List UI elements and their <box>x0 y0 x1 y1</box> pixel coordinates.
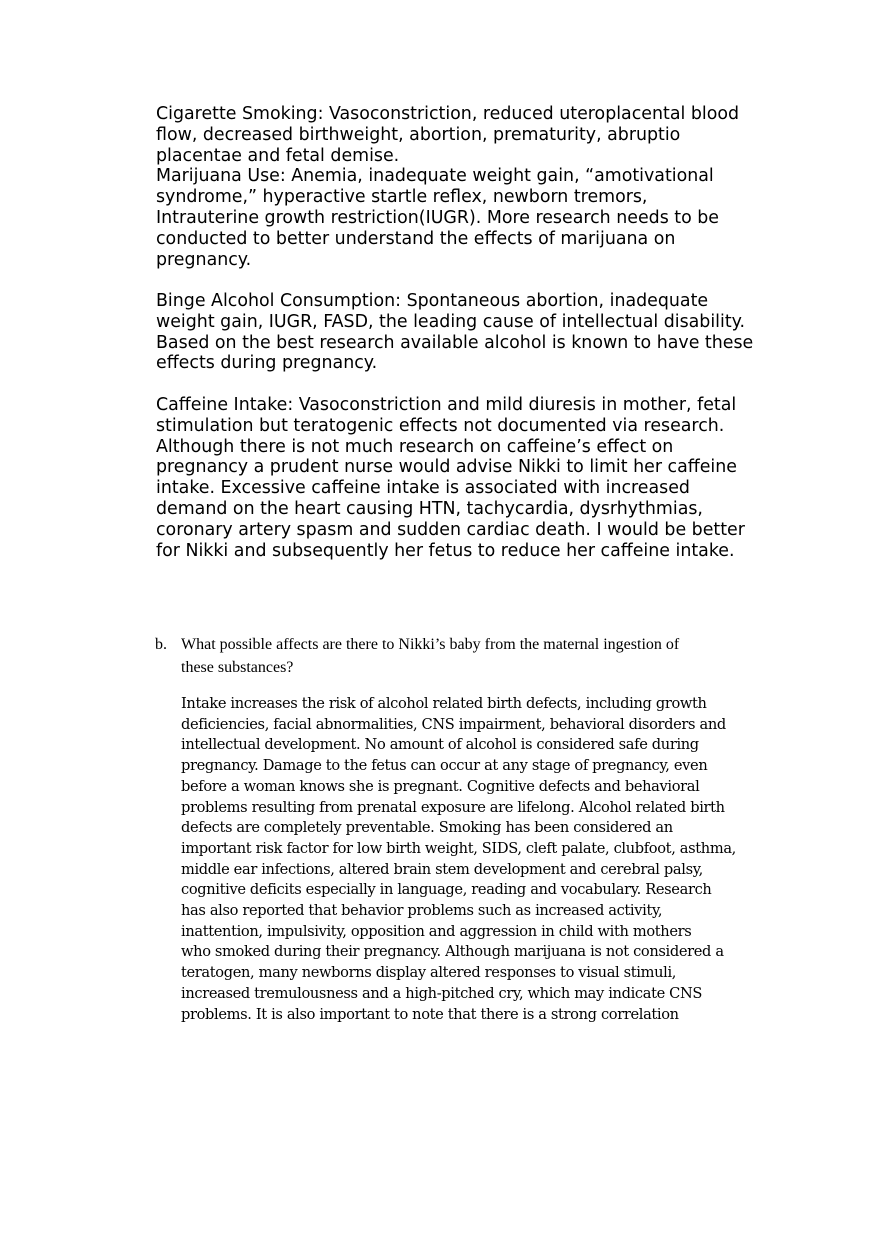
answer-line: pregnancy. Damage to the fetus can occur at any stage of pregnancy, even <box>181 757 708 775</box>
text-line: Marijuana Use: Anemia, inadequate weight gain, “amotivational <box>156 166 714 187</box>
answer-line: important risk factor for low birth weight, SIDS, cleft palate, clubfoot, asthma, <box>181 839 736 857</box>
text-line: Cigarette Smoking: Vasoconstriction, reduced uteroplacental blood <box>156 104 740 124</box>
answer-line: deficiencies, facial abnormalities, CNS impairment, behavioral disorders and <box>181 715 726 733</box>
text-line: conducted to better understand the effects of marijuana on <box>156 228 676 249</box>
answer-line: middle ear infections, altered brain stem development and cerebral palsy, <box>181 860 703 878</box>
text-line: flow, decreased birthweight, abortion, prematurity, abruptio <box>156 124 681 145</box>
text-line: intake. Excessive caffeine intake is associated with increased <box>156 478 690 499</box>
text-line: Binge Alcohol Consumption: Spontaneous abortion, inadequate <box>156 291 709 311</box>
smoking-marijuana-paragraph <box>156 104 756 270</box>
text-line: Although there is not much research on caffeine’s effect on <box>156 436 674 457</box>
question-line: these substances? <box>181 659 294 676</box>
answer-line: has also reported that behavior problems such as increased activity, <box>181 902 663 920</box>
answer-line: cognitive deficits especially in language, reading and vocabulary. Research <box>181 881 712 899</box>
text-line: pregnancy a prudent nurse would advise Nikki to limit her caffeine <box>156 457 737 478</box>
answer-line: inattention, impulsivity, opposition and aggression in child with mothers <box>181 922 692 940</box>
answer-line: before a woman knows she is pregnant. Cognitive defects and behavioral <box>181 777 700 795</box>
text-line: coronary artery spasm and sudden cardiac death. I would be better <box>156 519 745 540</box>
answer-line: increased tremulousness and a high-pitched cry, which may indicate CNS <box>181 984 703 1002</box>
alcohol-paragraph <box>156 291 756 374</box>
answer-line: who smoked during their pregnancy. Although marijuana is not considered a <box>181 943 724 961</box>
question-line: What possible affects are there to Nikki’s baby from the maternal ingestion of <box>181 636 680 653</box>
answer-line: Intake increases the risk of alcohol related birth defects, including growth <box>181 695 707 712</box>
text-line: Caffeine Intake: Vasoconstriction and mild diuresis in mother, fetal <box>156 395 737 415</box>
text-line: effects during pregnancy. <box>156 353 378 374</box>
question-b <box>155 633 755 679</box>
answer-paragraph <box>181 694 753 1025</box>
answer-line: problems resulting from prenatal exposure are lifelong. Alcohol related birth <box>181 798 725 816</box>
text-line: pregnancy. <box>156 249 252 270</box>
question-text <box>181 633 755 679</box>
text-line: Intrauterine growth restriction(IUGR). More research needs to be <box>156 207 720 228</box>
text-line: for Nikki and subsequently her fetus to reduce her caffeine intake. <box>156 540 735 561</box>
text-line: weight gain, IUGR, FASD, the leading cause of intellectual disability. <box>156 311 745 332</box>
answer-line: intellectual development. No amount of alcohol is considered safe during <box>181 736 699 754</box>
text-line: stimulation but teratogenic effects not documented via research. <box>156 415 725 436</box>
text-line: syndrome,” hyperactive startle reflex, newborn tremors, <box>156 187 648 208</box>
text-line: demand on the heart causing HTN, tachycardia, dysrhythmias, <box>156 498 703 519</box>
caffeine-paragraph <box>156 395 756 561</box>
answer-line: problems. It is also important to note that there is a strong correlation <box>181 1005 679 1023</box>
answer-line: teratogen, many newborns display altered responses to visual stimuli, <box>181 964 677 982</box>
question-letter: b. <box>155 636 167 653</box>
text-line: placentae and fetal demise. <box>156 145 400 166</box>
text-line: Based on the best research available alcohol is known to have these <box>156 332 754 353</box>
answer-line: defects are completely preventable. Smoking has been considered an <box>181 819 673 837</box>
